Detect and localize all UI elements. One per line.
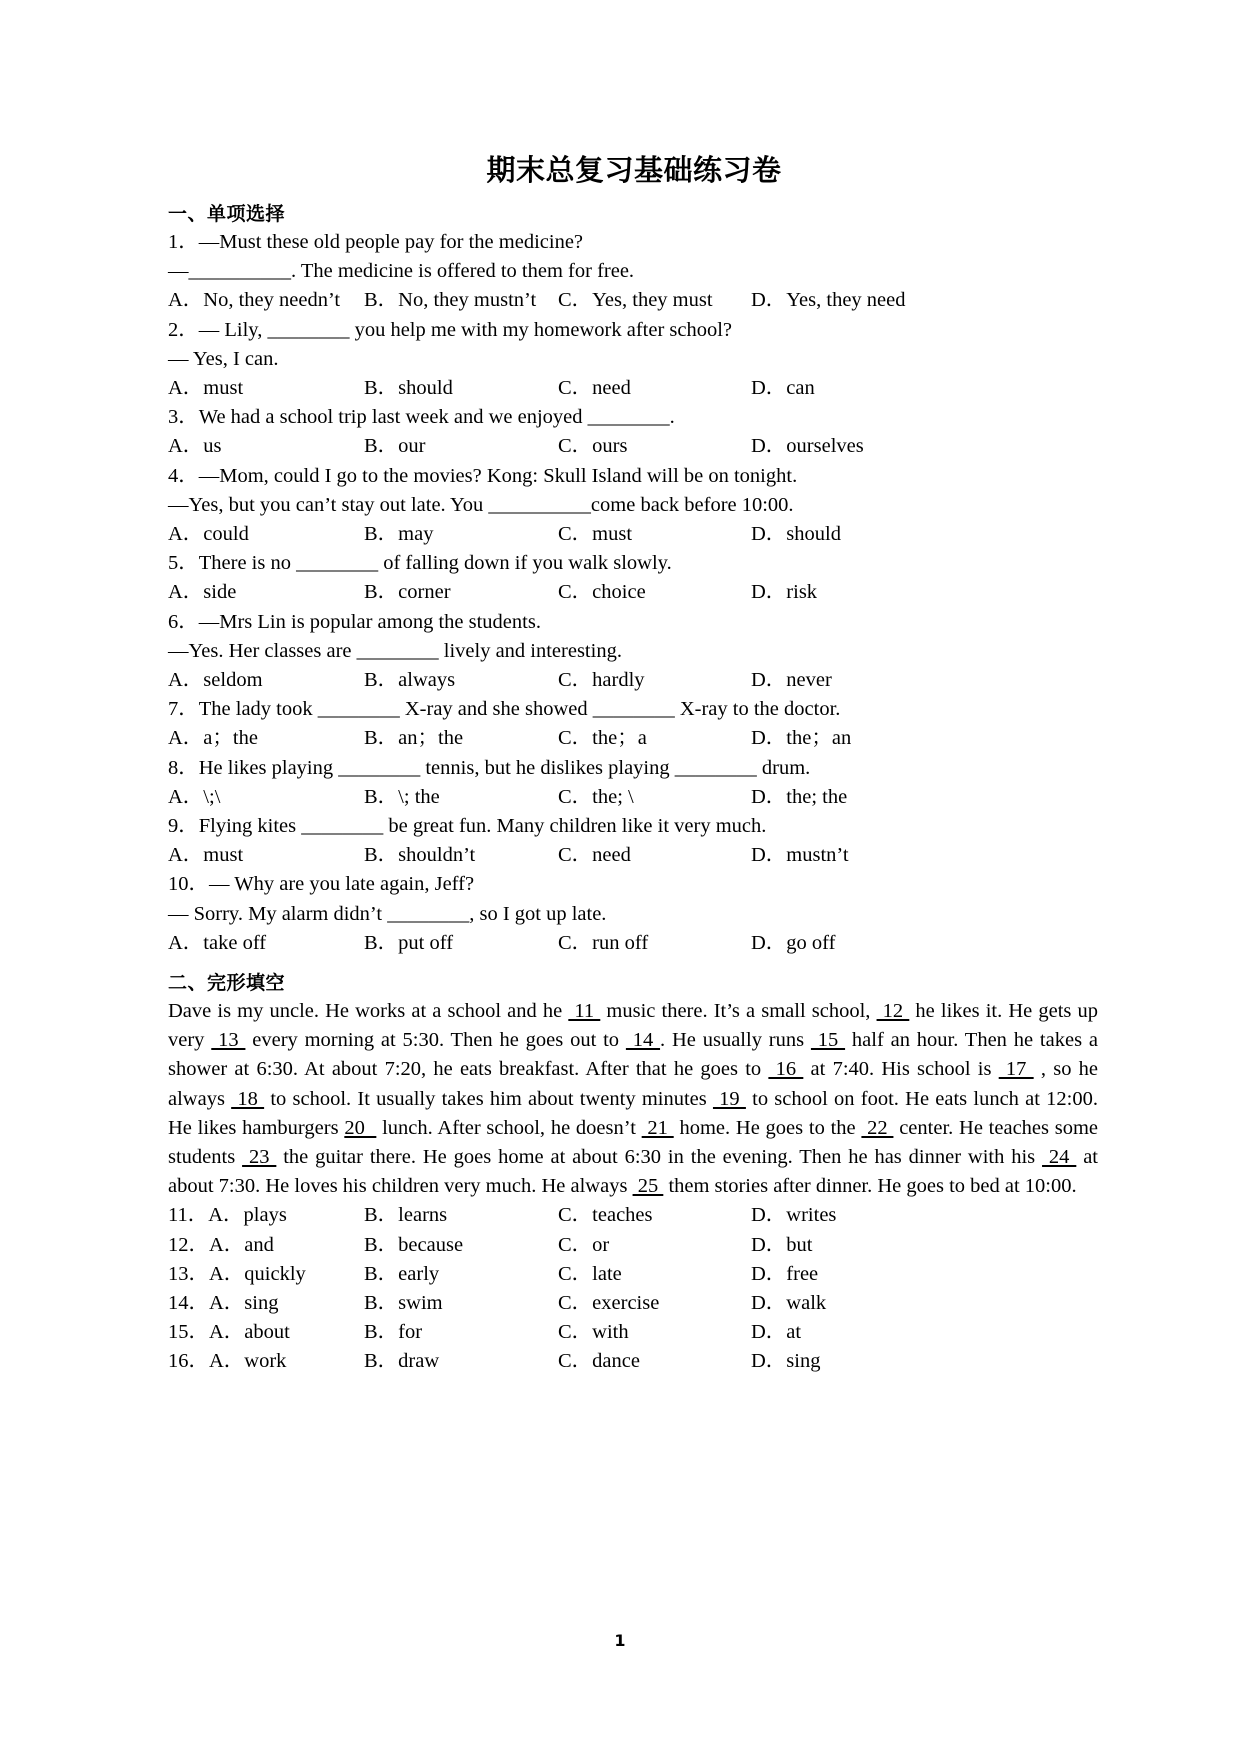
question-3-stem-line-1: 3．We had a school trip last week and we enjoyed ________. (168, 406, 675, 429)
question-6-options (168, 666, 1100, 695)
question-10-option-d[interactable]: D．go off (751, 931, 836, 954)
cloze-question-12-option-d[interactable]: D．but (751, 1233, 813, 1256)
cloze-question-14-option-c[interactable]: C．exercise (558, 1291, 660, 1314)
cloze-question-11-option-b[interactable]: B．learns (364, 1204, 448, 1227)
question-10-option-b[interactable]: B．put off (364, 931, 454, 954)
question-10-stem-line-1: 10．— Why are you late again, Jeff? (168, 873, 475, 896)
question-10-option-c[interactable]: C．run off (558, 931, 649, 954)
passage-text: center. He teaches some students (168, 1116, 1099, 1168)
cloze-question-13-option-b[interactable]: B．early (364, 1262, 440, 1285)
cloze-question-11-options (168, 1201, 1100, 1230)
passage-text: , so he always (168, 1058, 1099, 1110)
question-9-stem-line-1: 9．Flying kites ________ be great fun. Many children like it very much. (168, 814, 767, 837)
question-5-stem-line-1: 5．There is no ________ of falling down if you walk slowly. (168, 552, 672, 575)
question-2-option-d[interactable]: D．can (751, 377, 815, 399)
question-8-option-b[interactable]: B．\; the (364, 785, 440, 808)
cloze-blank-23[interactable]: 23 (242, 1145, 277, 1168)
question-4-stem-line-2: —Yes, but you can’t stay out late. You __________come back before 10:00. (168, 493, 794, 516)
cloze-blank-20[interactable]: 20 (344, 1116, 377, 1139)
cloze-question-16-option-a-label: A．work (209, 1350, 287, 1373)
cloze-question-12-option-c[interactable]: C．or (558, 1233, 610, 1256)
question-8-options (168, 783, 1100, 812)
question-2-option-b[interactable]: B．should (364, 377, 453, 399)
cloze-blank-14[interactable]: 14 (625, 1029, 661, 1052)
section-heading-cloze: 二、完形填空 (168, 971, 286, 994)
cloze-question-12-options (168, 1231, 1100, 1260)
cloze-passage (168, 997, 1098, 1201)
passage-text: home. He goes to the (673, 1116, 862, 1139)
question-1-option-b[interactable]: B．No, they mustn’t (364, 289, 537, 312)
cloze-question-13-option-a[interactable] (168, 1260, 306, 1289)
cloze-options-list (168, 1201, 1100, 1376)
cloze-blank-17[interactable]: 17 (998, 1058, 1034, 1081)
question-2-options (168, 374, 1100, 403)
cloze-question-11-option-a-label: A．plays (208, 1204, 287, 1227)
page-title: 期末总复习基础练习卷 (486, 153, 782, 187)
cloze-question-13-option-d[interactable]: D．free (751, 1262, 819, 1285)
question-6-option-a[interactable]: A．seldom (168, 668, 263, 691)
question-6-option-d[interactable]: D．never (751, 668, 832, 691)
question-4-option-c[interactable]: C．must (558, 522, 633, 545)
cloze-question-11-option-a[interactable] (168, 1201, 287, 1230)
question-2-option-a[interactable]: A．must (168, 377, 244, 399)
question-7-option-a[interactable]: A．a；the (168, 727, 258, 750)
question-1-stem-line-2: —__________. The medicine is offered to them for free. (168, 260, 635, 283)
question-4-option-a[interactable]: A．could (168, 522, 249, 545)
passage-text: to school on foot. He eats lunch at 12:00. He likes hamburgers (168, 1087, 1098, 1139)
cloze-question-14-option-a-label: A．sing (209, 1291, 279, 1314)
question-9-option-b[interactable]: B．shouldn’t (364, 844, 476, 867)
cloze-blank-25[interactable]: 25 (632, 1175, 664, 1198)
question-3-option-d[interactable]: D．ourselves (751, 435, 864, 458)
passage-text: at 7:40. His school is (803, 1058, 999, 1081)
question-9-option-a[interactable]: A．must (168, 844, 244, 867)
cloze-question-14-option-b[interactable]: B．swim (364, 1291, 443, 1314)
cloze-question-15-option-a[interactable] (168, 1318, 290, 1347)
page-number: 1 (614, 1631, 626, 1650)
cloze-question-11-number: 11． (168, 1204, 209, 1227)
question-5-option-c[interactable]: C．choice (558, 581, 646, 604)
cloze-blank-21[interactable]: 21 (641, 1116, 674, 1139)
cloze-question-12-option-b[interactable]: B．because (364, 1233, 464, 1256)
passage-text: the guitar there. He goes home at about 6:30 in the evening. Then he has dinner with his (276, 1145, 1043, 1168)
question-3-option-b[interactable]: B．our (364, 435, 426, 458)
section-heading-multiple-choice: 一、单项选择 (168, 203, 286, 225)
question-2-stem-line-1: 2．— Lily, ________ you help me with my homework after school? (168, 318, 733, 341)
question-8-stem-line-1: 8．He likes playing ________ tennis, but he dislikes playing ________ drum. (168, 756, 811, 779)
question-4-option-b[interactable]: B．may (364, 522, 434, 545)
passage-text: them stories after dinner. He goes to bed at 10:00. (663, 1175, 1077, 1198)
question-10-stem-line-2: — Sorry. My alarm didn’t ________, so I got up late. (168, 902, 607, 925)
question-3-option-a[interactable]: A．us (168, 435, 222, 458)
cloze-question-12-option-a-label: A．and (209, 1233, 274, 1256)
cloze-question-14-options (168, 1289, 1100, 1318)
question-4-option-d[interactable]: D．should (751, 522, 841, 545)
question-1-options (168, 286, 1100, 315)
question-9-option-d[interactable]: D．mustn’t (751, 844, 849, 867)
question-2-stem-line-2: — Yes, I can. (168, 347, 279, 370)
cloze-question-13-options (168, 1260, 1100, 1289)
cloze-question-15-option-a-label: A．about (209, 1321, 290, 1344)
question-4-options (168, 520, 1100, 549)
cloze-question-16-option-a[interactable] (168, 1347, 286, 1376)
question-8-option-d[interactable]: D．the; the (751, 785, 848, 808)
passage-text: music there. It’s a small school, (600, 999, 877, 1022)
cloze-blank-11[interactable]: 11 (568, 999, 601, 1022)
question-1-option-d[interactable]: D．Yes, they need (751, 289, 906, 312)
cloze-question-15-options (168, 1318, 1100, 1347)
question-7-stem-line-1: 7．The lady took ________ X-ray and she showed ________ X-ray to the doctor. (168, 698, 841, 721)
cloze-question-14-option-a[interactable] (168, 1289, 278, 1318)
question-8-option-a[interactable]: A．\;\ (168, 785, 221, 808)
cloze-question-15-number: 15． (168, 1321, 209, 1344)
cloze-question-15-option-c[interactable]: C．with (558, 1321, 629, 1344)
question-8-option-c[interactable]: C．the; \ (558, 785, 634, 808)
question-5-option-b[interactable]: B．corner (364, 581, 451, 604)
cloze-blank-12[interactable]: 12 (876, 999, 910, 1022)
question-2-option-c[interactable]: C．need (558, 377, 631, 399)
passage-text: at about 7:30. He loves his children very much. He always (168, 1145, 1098, 1198)
question-6-option-b[interactable]: B．always (364, 668, 456, 691)
cloze-question-16-option-b[interactable]: B．draw (364, 1350, 440, 1373)
question-5-option-d[interactable]: D．risk (751, 581, 818, 604)
question-9-options (168, 841, 1100, 870)
question-3-option-c[interactable]: C．ours (558, 435, 628, 458)
question-10-option-a[interactable]: A．take off (168, 931, 267, 954)
question-6-stem-line-2: —Yes. Her classes are ________ lively and interesting. (168, 639, 622, 662)
cloze-blank-13[interactable]: 13 (211, 1029, 246, 1052)
passage-text: . He usually runs (660, 1029, 811, 1052)
cloze-question-11-option-d[interactable]: D．writes (751, 1204, 837, 1227)
question-6-option-c[interactable]: C．hardly (558, 668, 645, 691)
passage-text: Dave is my uncle. He works at a school and he (168, 999, 569, 1022)
question-1-option-c[interactable]: C．Yes, they must (558, 289, 713, 312)
cloze-question-16-options (168, 1347, 1100, 1376)
cloze-blank-15[interactable]: 15 (810, 1029, 846, 1052)
passage-text: lunch. After school, he doesn’t (376, 1116, 642, 1139)
cloze-question-14-option-d[interactable]: D．walk (751, 1291, 827, 1314)
passage-text: he likes it. He gets up very (168, 999, 1099, 1052)
question-6-stem-line-1: 6．—Mrs Lin is popular among the students. (168, 610, 541, 633)
cloze-blank-22[interactable]: 22 (861, 1116, 894, 1139)
cloze-blank-19[interactable]: 19 (712, 1087, 746, 1110)
question-1-stem-line-1: 1．—Must these old people pay for the medicine? (168, 231, 584, 253)
question-7-option-c[interactable]: C．the；a (558, 727, 647, 750)
question-5-option-a[interactable]: A．side (168, 581, 237, 604)
cloze-question-16-number: 16． (168, 1350, 209, 1373)
cloze-question-16-option-c[interactable]: C．dance (558, 1350, 640, 1373)
cloze-blank-18[interactable]: 18 (231, 1087, 265, 1110)
cloze-question-12-number: 12． (168, 1233, 209, 1256)
question-1-option-a[interactable]: A．No, they needn’t (168, 289, 341, 312)
question-3-options (168, 432, 1100, 461)
question-10-options (168, 929, 1100, 958)
passage-text: half an hour. Then he takes a shower at 6:30. At about 7:20, he eats breakfast. After that he goes to (168, 1029, 1098, 1081)
cloze-question-13-option-a-label: A．quickly (209, 1262, 306, 1285)
cloze-blank-16[interactable]: 16 (768, 1058, 804, 1081)
cloze-question-13-number: 13． (168, 1262, 209, 1285)
cloze-question-15-option-d[interactable]: D．at (751, 1321, 802, 1344)
question-7-options (168, 724, 1100, 753)
question-7-option-d[interactable]: D．the；an (751, 727, 852, 750)
passage-text: to school. It usually takes him about twenty minutes (264, 1087, 713, 1110)
question-5-options (168, 578, 1100, 607)
question-9-option-c[interactable]: C．need (558, 844, 631, 867)
cloze-question-15-option-b[interactable]: B．for (364, 1321, 423, 1344)
cloze-blank-24[interactable]: 24 (1042, 1145, 1077, 1168)
question-4-stem-line-1: 4．—Mom, could I go to the movies? Kong: Skull Island will be on tonight. (168, 464, 798, 487)
cloze-question-13-option-c[interactable]: C．late (558, 1262, 622, 1285)
cloze-question-12-option-a[interactable] (168, 1231, 274, 1260)
passage-text: every morning at 5:30. Then he goes out to (245, 1029, 626, 1052)
question-7-option-b[interactable]: B．an；the (364, 727, 464, 750)
cloze-question-11-option-c[interactable]: C．teaches (558, 1204, 653, 1227)
cloze-question-14-number: 14． (168, 1291, 209, 1314)
cloze-question-16-option-d[interactable]: D．sing (751, 1350, 821, 1373)
